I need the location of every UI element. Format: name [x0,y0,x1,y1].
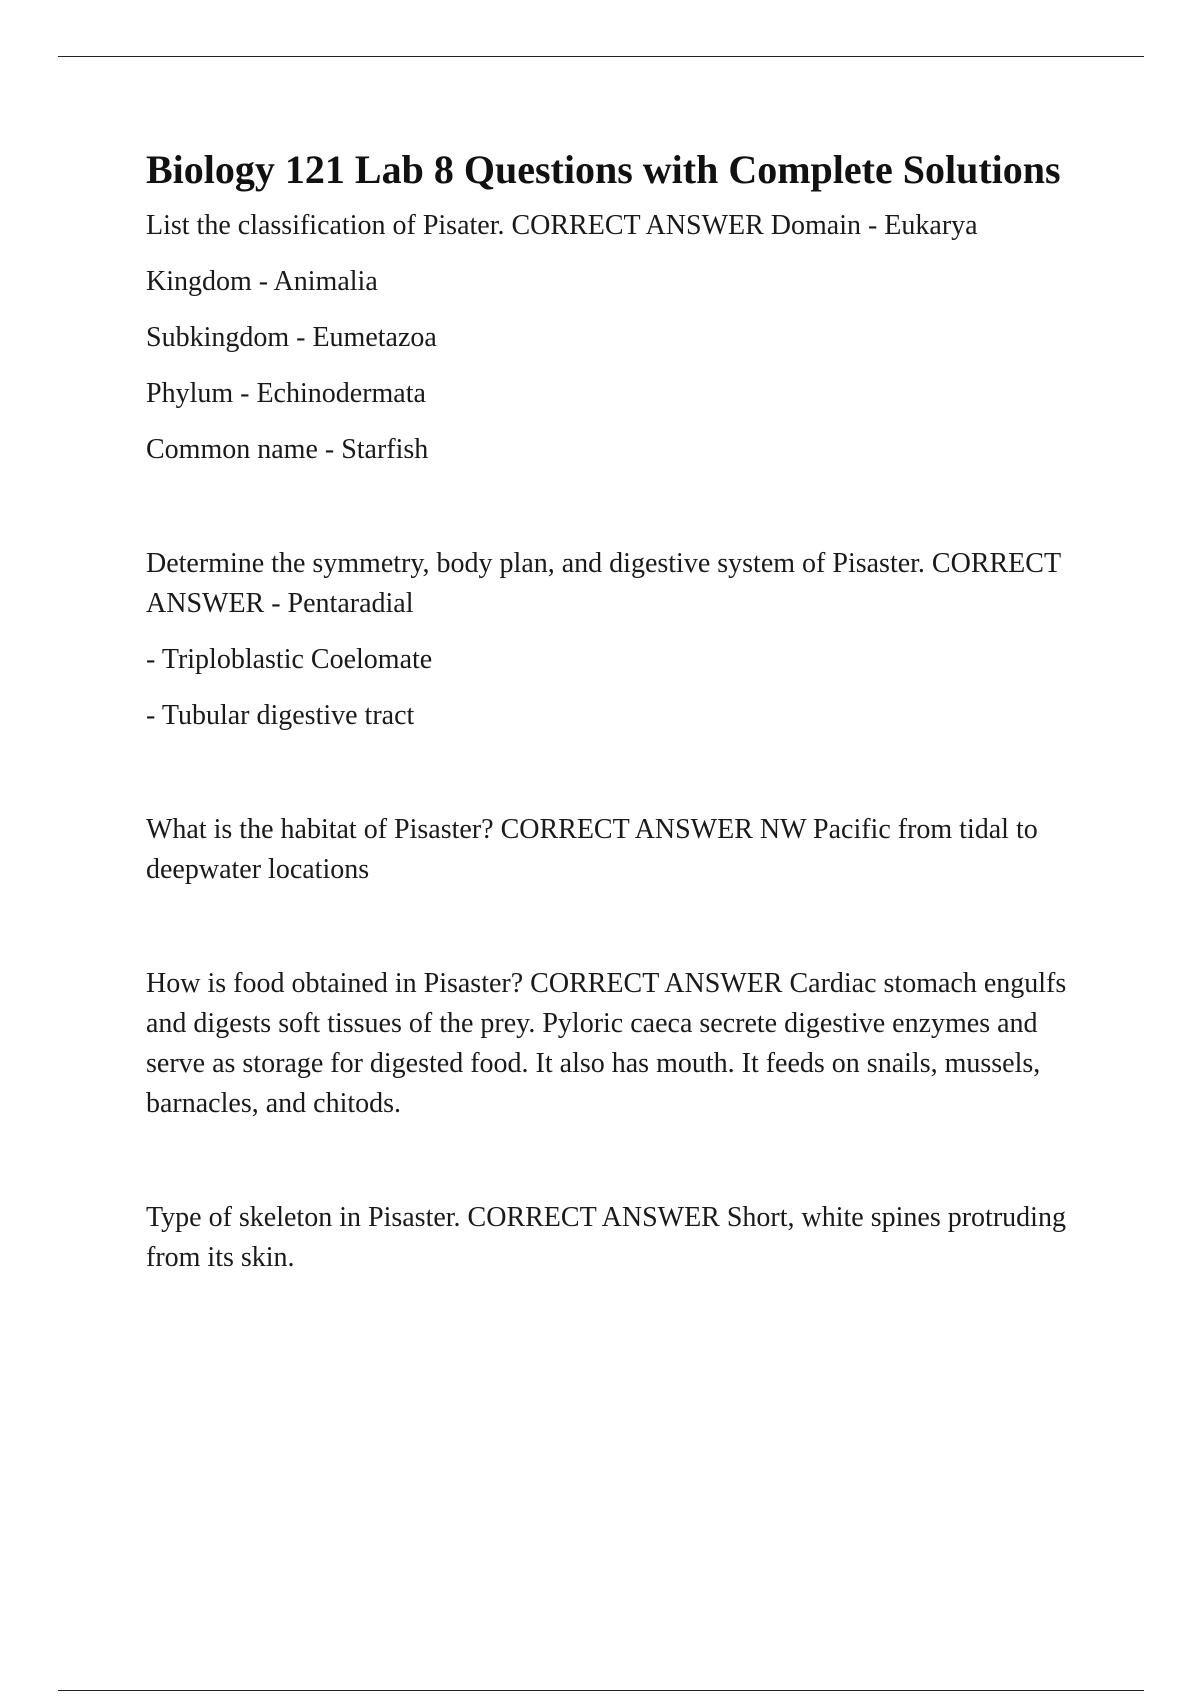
answer-line: Kingdom - Animalia [146,266,378,297]
answer-line: - Tubular digestive tract [146,700,415,731]
document-body [146,142,1091,1278]
answer-line: Subkingdom - Eumetazoa [146,322,437,353]
answer-line: - Triploblastic Coelomate [146,644,433,675]
bottom-divider [58,1690,1144,1691]
qa-text: What is the habitat of Pisaster? CORRECT ANSWER NW Pacific from tidal to deepwater locations [146,814,1038,885]
qa-block-skeleton [146,1198,1091,1278]
document-title: Biology 121 Lab 8 Questions with Complete Solutions [146,147,1061,192]
qa-text: Type of skeleton in Pisaster. CORRECT ANSWER Short, white spines protruding from its skin. [146,1202,1066,1273]
qa-text: How is food obtained in Pisaster? CORRECT ANSWER Cardiac stomach engulfs and digests soft tissues of the prey. Pyloric caeca secrete digestive enzymes and serve as storage for digested food. It also has mouth. It feeds on snails, mussels, barnacles, and chitods. [146,968,1067,1119]
qa-text: List the classification of Pisater. CORRECT ANSWER Domain - Eukarya [146,210,978,241]
qa-block-food [146,964,1091,1124]
qa-block-habitat [146,810,1091,890]
answer-line: Common name - Starfish [146,434,429,465]
qa-block-symmetry [146,544,1091,736]
top-divider [58,56,1144,57]
answer-line: Phylum - Echinodermata [146,378,426,409]
qa-block-classification [146,206,1091,470]
qa-text: Determine the symmetry, body plan, and digestive system of Pisaster. CORRECT ANSWER - Pentaradial [146,548,1061,619]
